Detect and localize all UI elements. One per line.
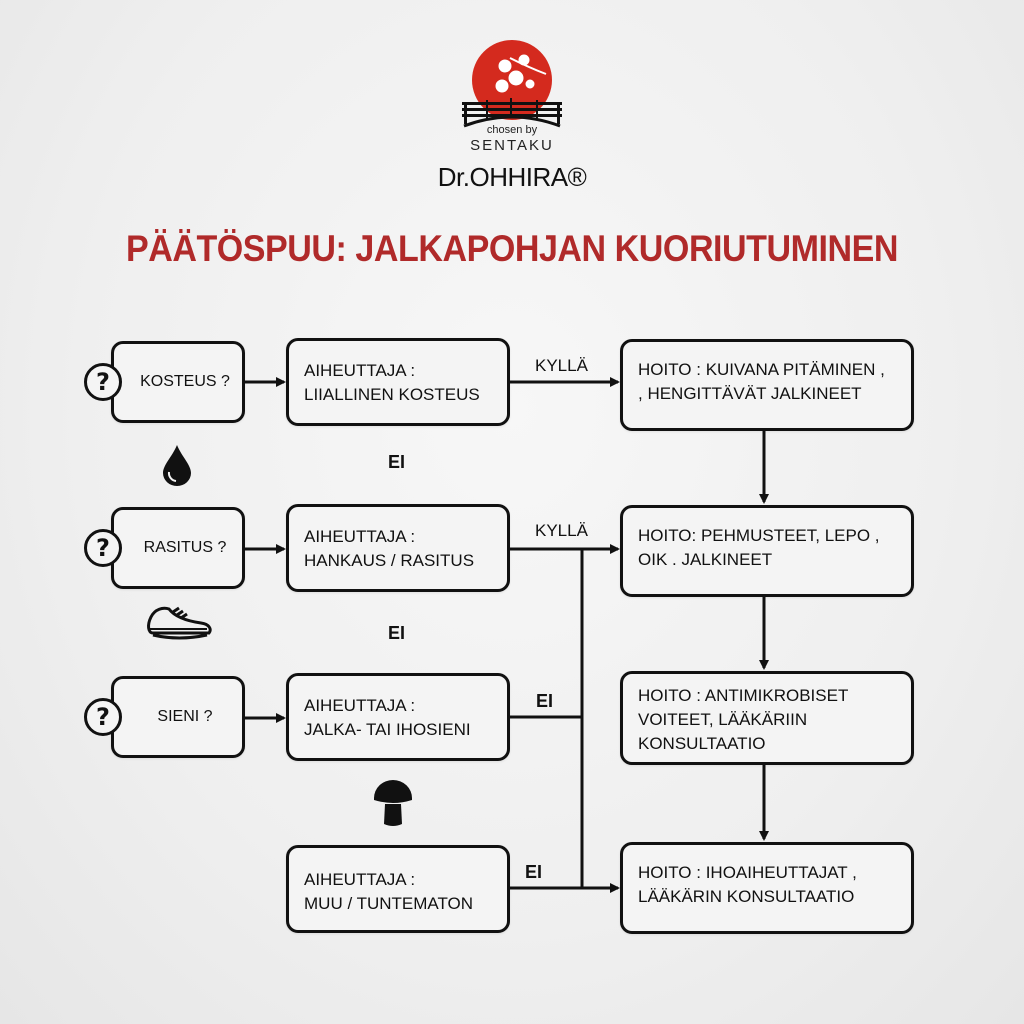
treatment-box-antimicrobial[interactable] <box>620 671 914 765</box>
treatment-line2: LÄÄKÄRIN KONSULTAATIO <box>638 887 855 906</box>
cause-line1: AIHEUTTAJA : <box>304 361 416 380</box>
treatment-line1: HOITO : ANTIMIKROBISET <box>638 686 849 705</box>
question-icon: ? <box>84 698 122 736</box>
question-box-fungus[interactable] <box>111 676 245 758</box>
question-box-moisture[interactable] <box>111 341 245 423</box>
treatment-line1: HOITO: PEHMUSTEET, LEPO , <box>638 526 880 545</box>
cause-box-excess-moisture[interactable] <box>286 338 510 426</box>
treatment-box-padding-rest[interactable] <box>620 505 914 597</box>
treatment-line2: , HENGITTÄVÄT JALKINEET <box>638 384 862 403</box>
edge-label-yes: KYLLÄ <box>535 356 588 375</box>
cause-line2: LIIALLINEN KOSTEUS <box>304 385 480 404</box>
cause-line1: AIHEUTTAJA : <box>304 696 416 715</box>
question-icon: ? <box>84 363 122 401</box>
question-label: KOSTEUS ? <box>140 373 230 390</box>
treatment-line2: OIK . JALKINEET <box>638 550 773 569</box>
logo-tagline: chosen by <box>486 124 538 136</box>
water-drop-icon <box>160 443 194 487</box>
page-title: PÄÄTÖSPUU: JALKAPOHJAN KUORIUTUMINEN <box>125 228 899 269</box>
treatment-box-irritants-doctor[interactable] <box>620 842 914 934</box>
cause-line2: JALKA- TAI IHOSIENI <box>304 720 471 739</box>
edge-label-no: EI <box>536 691 554 711</box>
cause-box-fungal[interactable] <box>286 673 510 761</box>
cause-line1: AIHEUTTAJA : <box>304 527 416 546</box>
edge-label-no: EI <box>388 623 406 643</box>
cause-line2: HANKAUS / RASITUS <box>304 551 475 570</box>
treatment-line2: VOITEET, LÄÄKÄRIIN <box>638 710 808 729</box>
cause-box-unknown[interactable] <box>286 845 510 933</box>
treatment-line1: HOITO : IHOAIHEUTTAJAT , <box>638 863 857 882</box>
logo-name: SENTAKU <box>470 137 554 154</box>
mushroom-icon <box>372 778 414 830</box>
edge-label-no: EI <box>525 862 543 882</box>
question-box-strain[interactable] <box>111 507 245 589</box>
cause-line1: AIHEUTTAJA : <box>304 870 416 889</box>
treatment-box-keep-dry[interactable] <box>620 339 914 431</box>
question-label: RASITUS ? <box>143 539 227 556</box>
brand-name: Dr.OHHIRA® <box>437 162 587 192</box>
treatment-line1: HOITO : KUIVANA PITÄMINEN , <box>638 360 885 379</box>
shoe-icon <box>145 603 215 641</box>
cause-box-friction[interactable] <box>286 504 510 592</box>
question-icon: ? <box>84 529 122 567</box>
edge-label-no: EI <box>388 452 406 472</box>
question-label: SIENI ? <box>157 708 213 725</box>
treatment-line3: KONSULTAATIO <box>638 734 766 753</box>
edge-label-yes: KYLLÄ <box>535 521 588 540</box>
cause-line2: MUU / TUNTEMATON <box>304 894 474 913</box>
